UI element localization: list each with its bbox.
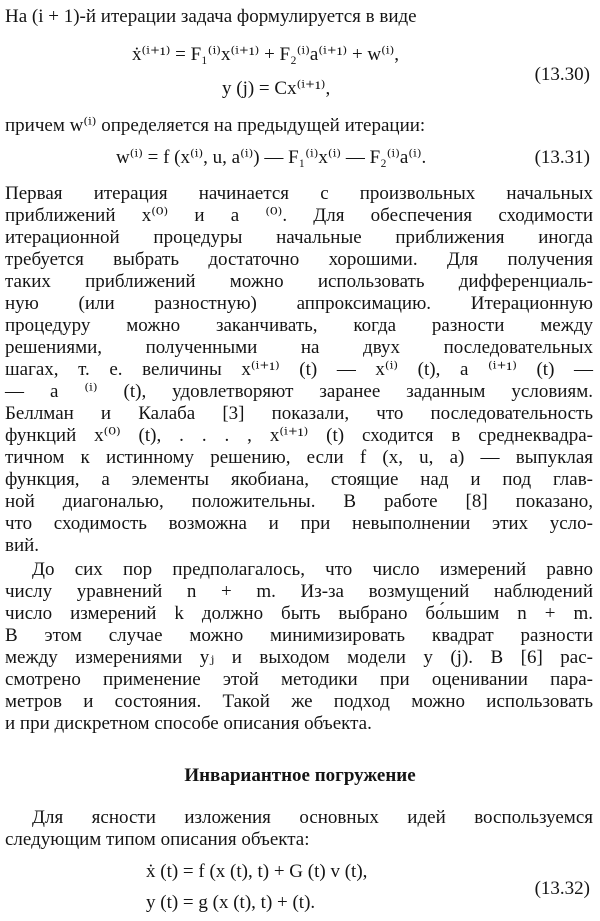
paragraph-1-line: процедуру можно заканчивать, когда разности между: [5, 315, 593, 336]
paragraph-2-line: метров и состояния. Такой же подход можно использовать: [5, 691, 593, 712]
section-heading: Инвариантное погружение: [184, 765, 416, 786]
paragraph-1-line: функций x⁽⁰⁾ (t), . . . , x⁽ⁱ⁺¹⁾ (t) сходится в среднеквадра-: [5, 425, 593, 446]
equation-number-13-31: (13.31): [534, 147, 590, 168]
paragraph-1-line: что сходимость возможна и при невыполнении этих усло-: [5, 513, 593, 534]
paragraph-2-line: между измерениями yⱼ и выходом модели y (j). В [6] рас-: [5, 647, 593, 668]
paragraph-1-line: таких приближений можно использовать дифференциаль-: [5, 271, 593, 292]
paragraph-1-line: — a ⁽ⁱ⁾ (t), удовлетворяют заранее заданным условиям.: [5, 381, 593, 402]
paragraph-1-line: требуется выбрать достаточно хорошими. Для получения: [5, 249, 593, 270]
paragraph-2-line: числу уравнений n + m. Из-за возмущений наблюдений: [5, 581, 593, 602]
paragraph-1-line: функция, а элементы якобиана, стоящие над и под глав-: [5, 469, 593, 490]
paragraph-2-line: число измерений k должно быть выбрано бо́льшим n + m.: [5, 603, 593, 624]
paragraph-1-line: тичном к истинному решению, если f (x, u, a) — выпуклая: [5, 447, 593, 468]
paragraph-1-line: решениями, полученными на двух последовательных: [5, 337, 593, 358]
equation-13-31: w⁽ⁱ⁾ = f (x⁽ⁱ⁾, u, a⁽ⁱ⁾) — F₁⁽ⁱ⁾x⁽ⁱ⁾ — F₂⁽ⁱ⁾a⁽ⁱ⁾.: [116, 147, 427, 168]
equation-13-32-line-1: ẋ (t) = f (x (t), t) + G (t) v (t),: [146, 861, 368, 882]
intro-text: На (i + 1)-й итерации задача формулируется в виде: [5, 6, 417, 27]
paragraph-1-line: ную (или разностную) аппроксимацию. Итерационную: [5, 293, 593, 314]
paragraph-1-line: итерационной процедуры начальные приближения иногда: [5, 227, 593, 248]
paragraph-2-line: В этом случае можно минимизировать квадрат разности: [5, 625, 593, 646]
equation-13-30-line-1: ẋ⁽ⁱ⁺¹⁾ = F₁⁽ⁱ⁾x⁽ⁱ⁺¹⁾ + F₂⁽ⁱ⁾a⁽ⁱ⁺¹⁾ + w⁽ⁱ⁾,: [132, 44, 400, 65]
paragraph-1-line: Беллман и Калаба [3] показали, что последовательность: [5, 403, 593, 424]
paragraph-3-line: Для ясности изложения основных идей воспользуемся: [32, 807, 593, 828]
paragraph-3-line: следующим типом описания объекта:: [5, 829, 310, 850]
equation-number-13-32: (13.32): [534, 878, 590, 899]
paragraph-1-line: Первая итерация начинается с произвольных начальных: [5, 183, 593, 204]
paragraph-1-line: ной диагональю, положительны. В работе [8] показано,: [5, 491, 593, 512]
paragraph-2-line: До сих пор предполагалось, что число измерений равно: [32, 559, 593, 580]
paragraph-1-line: шагах, т. е. величины x⁽ⁱ⁺¹⁾ (t) — x⁽ⁱ⁾ (t), a ⁽ⁱ⁺¹⁾ (t) —: [5, 359, 593, 380]
equation-number-13-30: (13.30): [534, 64, 590, 85]
paragraph-2-line: смотрено применение этой методики при оценивании пара-: [5, 669, 593, 690]
paragraph-2-line: и при дискретном способе описания объекта.: [5, 713, 372, 734]
paragraph-1-line: вий.: [5, 535, 40, 556]
mid-text: причем w⁽ⁱ⁾ определяется на предыдущей итерации:: [5, 115, 426, 136]
paragraph-1-line: приближений x⁽⁰⁾ и a ⁽⁰⁾. Для обеспечения сходимости: [5, 205, 593, 226]
equation-13-30-line-2: y (j) = Cx⁽ⁱ⁺¹⁾,: [222, 78, 331, 99]
equation-13-32-line-2: y (t) = g (x (t), t) + (t).: [146, 892, 316, 913]
